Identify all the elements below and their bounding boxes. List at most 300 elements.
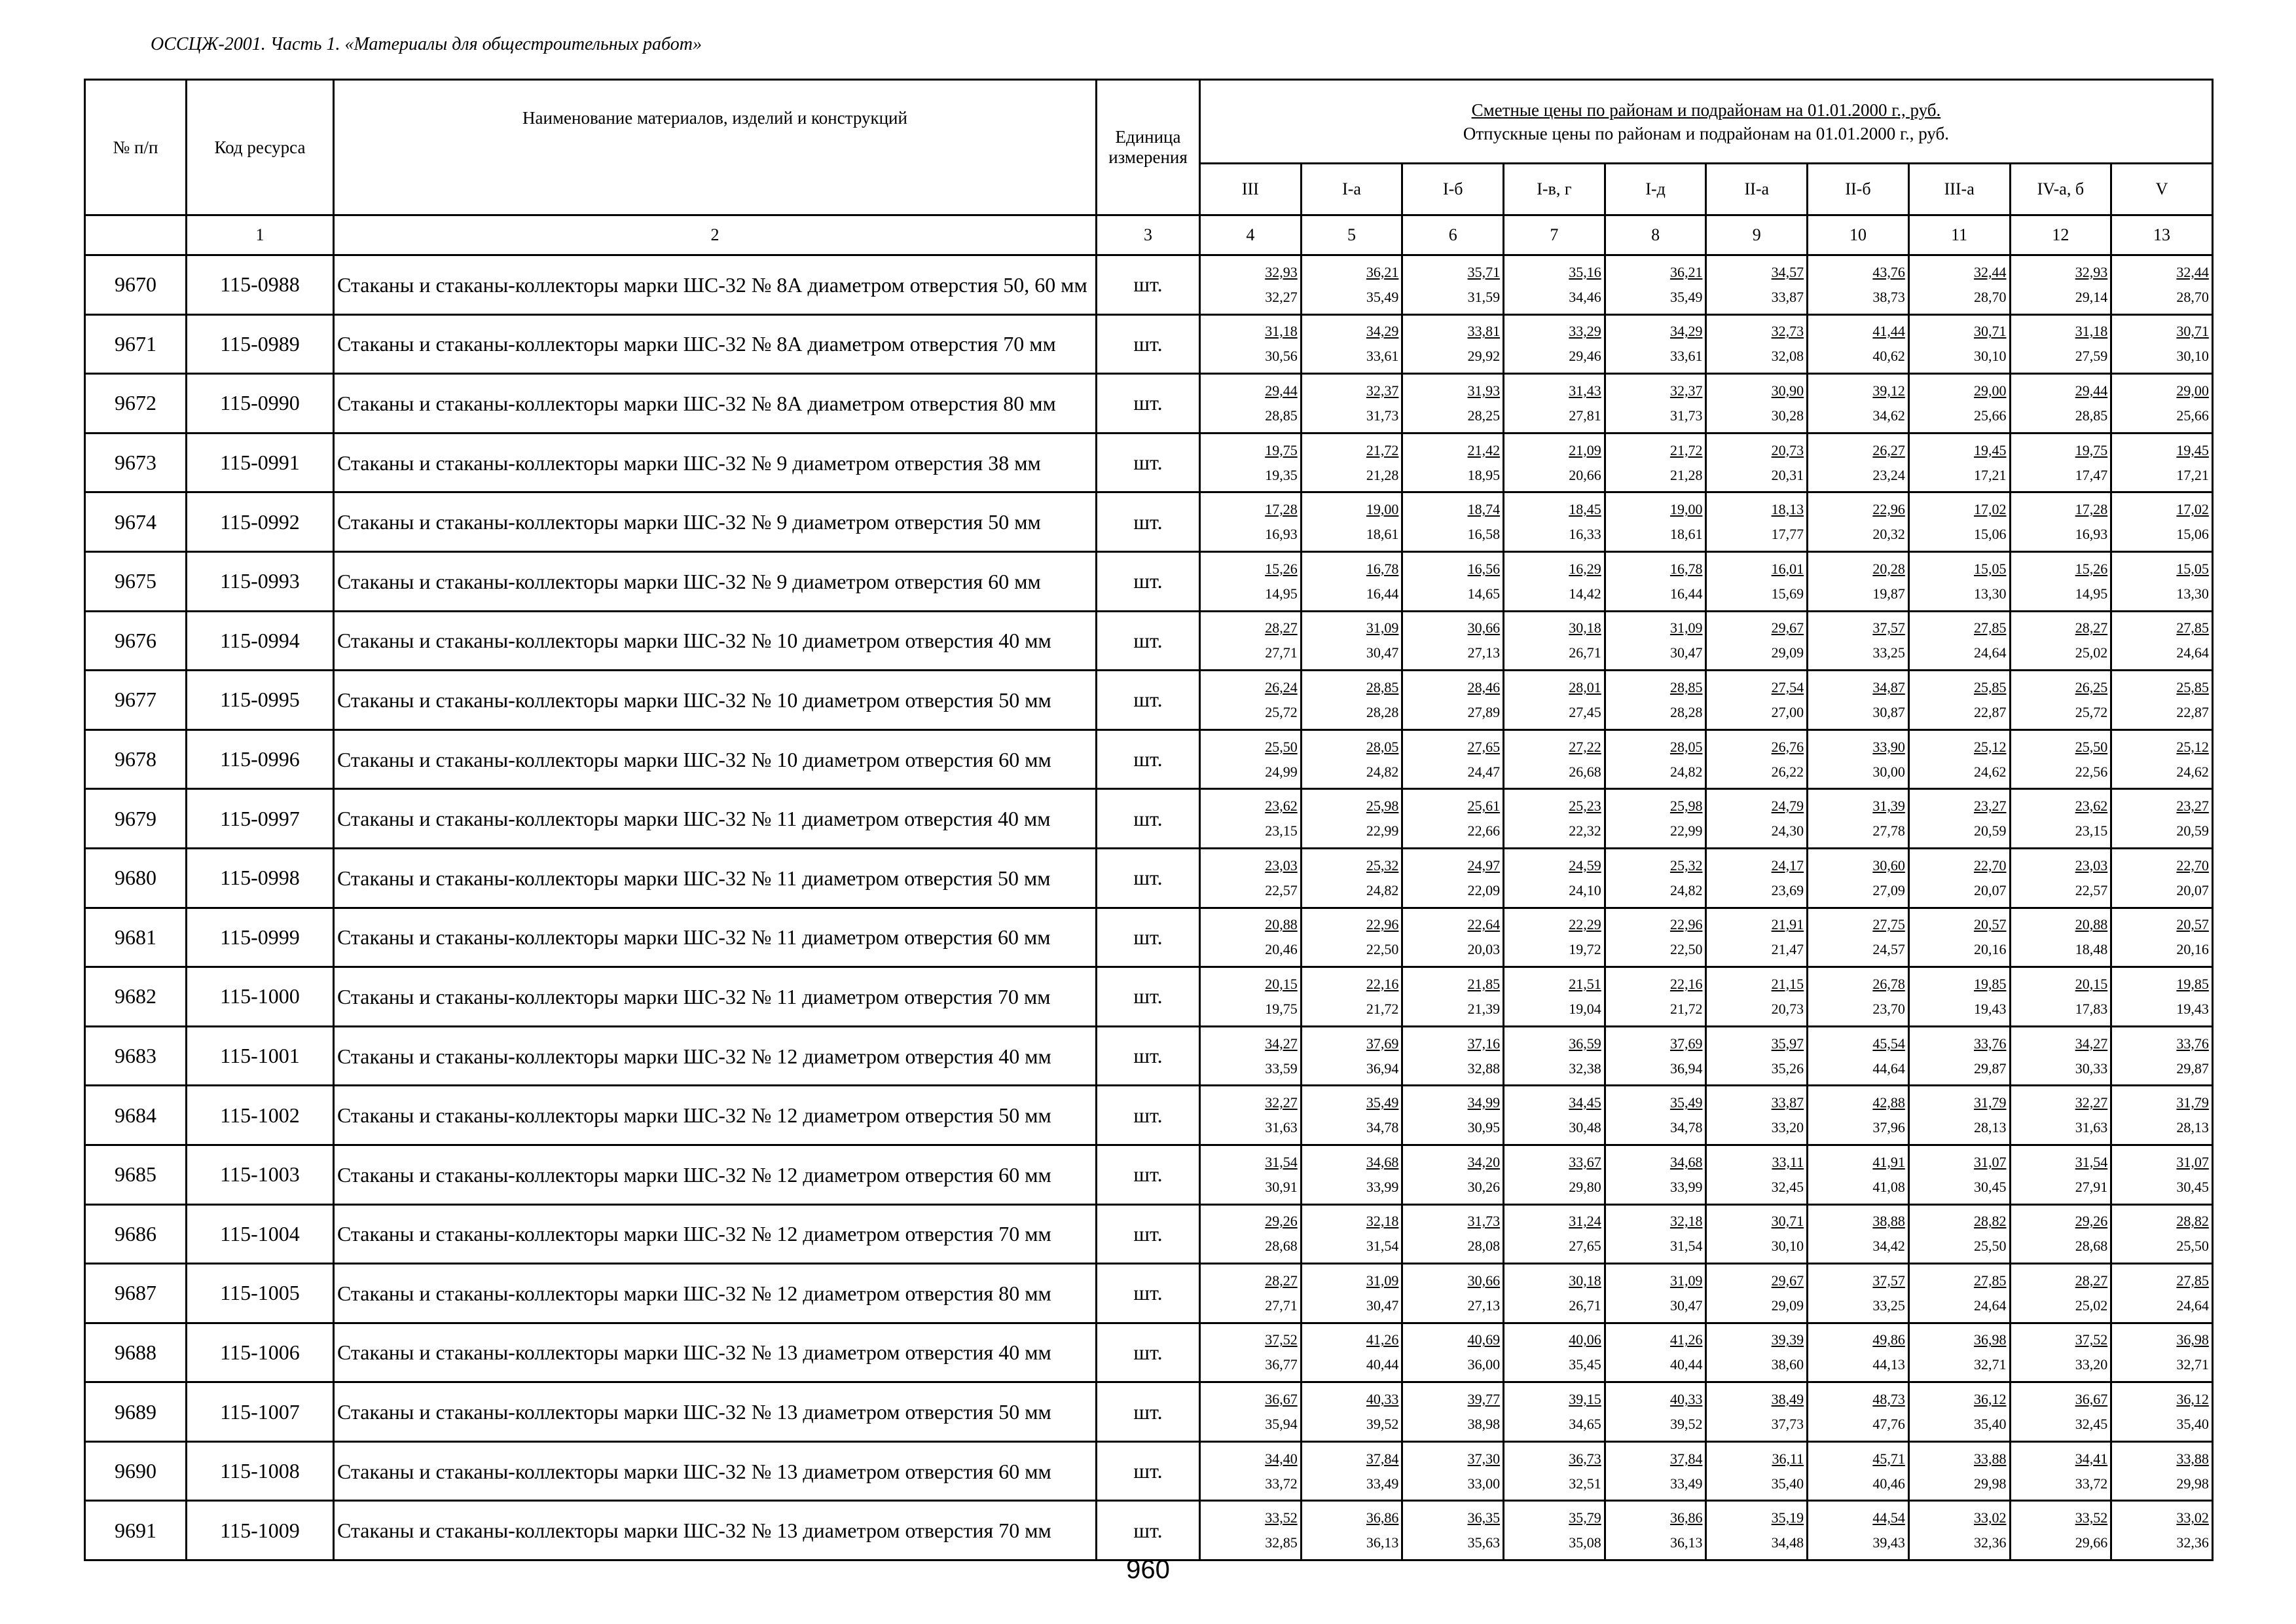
estimate-price: 34,27	[2075, 1035, 2108, 1052]
release-price: 24,99	[1265, 763, 1298, 780]
price-cell	[1808, 1204, 1909, 1264]
release-price: 35,49	[1366, 288, 1399, 305]
column-number: 11	[1908, 215, 2010, 255]
price-cell	[1504, 374, 1605, 434]
price-cell	[1808, 1441, 1909, 1501]
price-cell	[2010, 551, 2111, 611]
release-price: 34,78	[1669, 1119, 1703, 1136]
price-cell	[1301, 1264, 1402, 1323]
price-cell	[1908, 1264, 2010, 1323]
price-cell	[1908, 967, 2010, 1027]
release-price: 22,57	[2075, 881, 2108, 898]
release-price: 27,78	[1872, 822, 1905, 840]
release-price: 36,77	[1265, 1356, 1298, 1373]
price-cell	[1605, 1501, 1706, 1560]
release-price: 35,94	[1265, 1416, 1298, 1433]
estimate-price: 29,00	[2176, 382, 2209, 399]
resource-code: 115-0997	[187, 789, 334, 849]
price-cell	[1301, 1204, 1402, 1264]
estimate-price: 28,85	[1366, 678, 1399, 695]
price-cell	[1706, 908, 1808, 967]
price-cell	[1706, 967, 1808, 1027]
estimate-price: 36,86	[1669, 1509, 1703, 1526]
price-cell	[2010, 314, 2111, 374]
column-number: 2	[334, 215, 1097, 255]
estimate-price: 43,76	[1872, 263, 1905, 280]
price-cell	[1908, 1441, 2010, 1501]
estimate-price: 29,26	[1265, 1213, 1298, 1230]
column-number: 1	[187, 215, 334, 255]
release-price: 27,65	[1569, 1238, 1601, 1255]
table-row	[85, 492, 2213, 552]
release-price: 30,45	[2176, 1178, 2209, 1195]
estimate-price: 34,41	[2075, 1450, 2108, 1467]
release-price: 28,25	[1467, 407, 1501, 424]
release-price: 31,63	[2075, 1119, 2108, 1136]
release-price: 37,96	[1872, 1119, 1905, 1136]
estimate-price: 39,15	[1569, 1391, 1601, 1408]
estimate-price: 23,27	[1974, 798, 2007, 815]
release-price: 27,71	[1265, 1297, 1298, 1314]
price-cell	[1706, 1501, 1808, 1560]
price-cell	[1504, 908, 1605, 967]
price-cell	[1706, 374, 1808, 434]
estimate-price: 36,59	[1569, 1035, 1601, 1052]
estimate-price: 17,28	[2075, 501, 2108, 518]
price-cell	[1908, 729, 2010, 789]
price-cell	[1908, 1323, 2010, 1382]
release-price: 30,47	[1366, 1297, 1399, 1314]
estimate-price: 21,72	[1366, 441, 1399, 458]
price-cell	[1301, 433, 1402, 492]
price-cell	[1808, 1382, 1909, 1442]
estimate-price: 37,69	[1366, 1035, 1399, 1052]
estimate-price: 21,91	[1771, 916, 1804, 933]
estimate-price: 19,00	[1669, 501, 1703, 518]
estimate-price: 33,67	[1569, 1153, 1601, 1170]
estimate-price: 22,96	[1366, 916, 1399, 933]
price-cell	[1200, 1441, 1302, 1501]
price-cell	[2010, 433, 2111, 492]
region-header: II-б	[1808, 164, 1909, 215]
release-price: 32,71	[1974, 1356, 2007, 1373]
estimate-price: 32,18	[1366, 1213, 1399, 1230]
estimate-price: 33,52	[1265, 1509, 1298, 1526]
unit: шт.	[1097, 729, 1200, 789]
price-cell	[1706, 1441, 1808, 1501]
release-price: 33,72	[1265, 1475, 1298, 1492]
release-price: 24,82	[1366, 763, 1399, 780]
unit: шт.	[1097, 611, 1200, 671]
price-cell	[1808, 967, 1909, 1027]
estimate-price: 19,45	[2176, 441, 2209, 458]
estimate-price: 37,69	[1669, 1035, 1703, 1052]
release-price: 29,92	[1467, 348, 1501, 365]
price-cell	[2010, 1323, 2111, 1382]
release-price: 40,44	[1669, 1356, 1703, 1373]
price-cell	[1504, 492, 1605, 552]
estimate-price: 28,05	[1366, 738, 1399, 755]
estimate-price: 25,98	[1366, 798, 1399, 815]
estimate-price: 34,27	[1265, 1035, 1298, 1052]
price-cell	[1200, 789, 1302, 849]
estimate-price: 36,86	[1366, 1509, 1399, 1526]
estimate-price: 30,71	[1771, 1213, 1804, 1230]
price-cell	[2010, 374, 2111, 434]
release-price: 24,30	[1771, 822, 1804, 840]
region-header: V	[2111, 164, 2213, 215]
estimate-price: 21,42	[1467, 441, 1501, 458]
resource-code: 115-1008	[187, 1441, 334, 1501]
price-cell	[1200, 908, 1302, 967]
release-price: 33,72	[2075, 1475, 2108, 1492]
release-price: 33,20	[1771, 1119, 1804, 1136]
price-cell	[1301, 1145, 1402, 1204]
material-name: Стаканы и стаканы-коллекторы марки ШС-32 № 8А диаметром отверстия 70 мм	[334, 314, 1097, 374]
price-cell	[2010, 848, 2111, 908]
header-unit: Единица измерения	[1097, 80, 1200, 215]
resource-code: 115-1001	[187, 1026, 334, 1086]
estimate-price: 20,73	[1771, 441, 1804, 458]
release-price: 28,68	[2075, 1238, 2108, 1255]
table-row	[85, 1086, 2213, 1145]
estimate-price: 25,61	[1467, 798, 1501, 815]
price-cell	[1504, 1441, 1605, 1501]
price-cell	[1808, 671, 1909, 730]
release-price: 19,43	[1974, 1000, 2007, 1017]
price-cell	[1706, 1323, 1808, 1382]
price-cell	[1605, 1264, 1706, 1323]
table-row	[85, 1441, 2213, 1501]
estimate-price: 33,02	[1974, 1509, 2007, 1526]
estimate-price: 33,52	[2075, 1509, 2108, 1526]
estimate-price: 23,62	[1265, 798, 1298, 815]
material-name: Стаканы и стаканы-коллекторы марки ШС-32 № 9 диаметром отверстия 50 мм	[334, 492, 1097, 552]
price-cell	[1200, 729, 1302, 789]
estimate-price: 27,85	[2176, 619, 2209, 637]
header-code: Код ресурса	[187, 80, 334, 215]
release-price: 35,45	[1569, 1356, 1601, 1373]
release-price: 17,21	[1974, 466, 2007, 483]
release-price: 24,64	[2176, 1297, 2209, 1314]
price-cell	[1200, 611, 1302, 671]
price-cell	[1808, 1026, 1909, 1086]
price-cell	[1908, 789, 2010, 849]
price-cell	[1402, 789, 1504, 849]
estimate-price: 35,79	[1569, 1509, 1601, 1526]
estimate-price: 16,29	[1569, 560, 1601, 577]
price-cell	[1301, 729, 1402, 789]
price-cell	[1706, 1382, 1808, 1442]
material-name: Стаканы и стаканы-коллекторы марки ШС-32 № 11 диаметром отверстия 50 мм	[334, 848, 1097, 908]
release-price: 38,60	[1771, 1356, 1804, 1373]
estimate-price: 28,27	[2075, 619, 2108, 637]
release-price: 27,89	[1467, 703, 1501, 720]
unit: шт.	[1097, 1145, 1200, 1204]
estimate-price: 36,98	[2176, 1331, 2209, 1348]
estimate-price: 34,68	[1366, 1153, 1399, 1170]
release-price: 30,47	[1669, 1297, 1703, 1314]
price-cell	[2111, 551, 2213, 611]
estimate-price: 22,29	[1569, 916, 1601, 933]
estimate-price: 33,81	[1467, 323, 1501, 340]
table-row	[85, 1501, 2213, 1560]
estimate-price: 25,50	[2075, 738, 2108, 755]
release-price: 27,91	[2075, 1178, 2108, 1195]
price-cell	[1908, 551, 2010, 611]
price-cell	[1504, 611, 1605, 671]
estimate-price: 36,21	[1366, 263, 1399, 280]
estimate-price: 42,88	[1872, 1094, 1905, 1111]
estimate-price: 27,85	[1974, 1272, 2007, 1289]
release-price: 20,31	[1771, 466, 1804, 483]
row-number: 9685	[85, 1145, 187, 1204]
estimate-price: 37,30	[1467, 1450, 1501, 1467]
release-price: 22,32	[1569, 822, 1601, 840]
estimate-price: 32,44	[1974, 263, 2007, 280]
release-price: 36,00	[1467, 1356, 1501, 1373]
release-price: 20,07	[2176, 881, 2209, 898]
release-price: 29,09	[1771, 644, 1804, 661]
row-number: 9676	[85, 611, 187, 671]
estimate-price: 34,20	[1467, 1153, 1501, 1170]
price-cell	[1908, 1501, 2010, 1560]
release-price: 26,71	[1569, 1297, 1601, 1314]
release-price: 28,85	[1265, 407, 1298, 424]
release-price: 35,40	[1974, 1416, 2007, 1433]
table-row	[85, 255, 2213, 315]
release-price: 30,91	[1265, 1178, 1298, 1195]
price-cell	[1402, 1086, 1504, 1145]
estimate-price: 45,71	[1872, 1450, 1905, 1467]
header-pp: № п/п	[85, 80, 187, 215]
unit: шт.	[1097, 1382, 1200, 1442]
price-cell	[2111, 433, 2213, 492]
estimate-price: 35,49	[1366, 1094, 1399, 1111]
estimate-price: 15,26	[2075, 560, 2108, 577]
release-price: 22,56	[2075, 763, 2108, 780]
release-price: 44,64	[1872, 1060, 1905, 1077]
table-row	[85, 908, 2213, 967]
column-number: 3	[1097, 215, 1200, 255]
document-header: ОССЦЖ-2001. Часть 1. «Материалы для общестроительных работ»	[151, 34, 702, 54]
price-title-release: Отпускные цены по районам и подрайонам на 01.01.2000 г., руб.	[1463, 123, 1950, 143]
release-price: 25,66	[1974, 407, 2007, 424]
release-price: 27,00	[1771, 703, 1804, 720]
release-price: 32,45	[2075, 1416, 2108, 1433]
release-price: 14,95	[2075, 585, 2108, 602]
estimate-price: 15,26	[1265, 560, 1298, 577]
price-cell	[1908, 255, 2010, 315]
release-price: 33,61	[1366, 348, 1399, 365]
release-price: 15,06	[2176, 526, 2209, 543]
region-header: I-а	[1301, 164, 1402, 215]
estimate-price: 34,45	[1569, 1094, 1601, 1111]
estimate-price: 19,75	[1265, 441, 1298, 458]
estimate-price: 30,71	[1974, 323, 2007, 340]
estimate-price: 33,88	[1974, 1450, 2007, 1467]
estimate-price: 36,35	[1467, 1509, 1501, 1526]
unit: шт.	[1097, 1086, 1200, 1145]
row-number: 9684	[85, 1086, 187, 1145]
region-header: I-в, г	[1504, 164, 1605, 215]
estimate-price: 24,79	[1771, 798, 1804, 815]
release-price: 22,50	[1366, 941, 1399, 958]
resource-code: 115-0991	[187, 433, 334, 492]
price-cell	[1200, 1264, 1302, 1323]
price-cell	[1706, 1264, 1808, 1323]
release-price: 40,44	[1366, 1356, 1399, 1373]
material-name: Стаканы и стаканы-коллекторы марки ШС-32 № 13 диаметром отверстия 50 мм	[334, 1382, 1097, 1442]
resource-code: 115-1009	[187, 1501, 334, 1560]
row-number: 9688	[85, 1323, 187, 1382]
estimate-price: 19,85	[1974, 975, 2007, 992]
estimate-price: 37,52	[1265, 1331, 1298, 1348]
release-price: 31,73	[1366, 407, 1399, 424]
price-cell	[1706, 1026, 1808, 1086]
unit: шт.	[1097, 1026, 1200, 1086]
table-body	[85, 255, 2213, 1560]
estimate-price: 28,82	[2176, 1213, 2209, 1230]
row-number: 9670	[85, 255, 187, 315]
release-price: 24,64	[1974, 644, 2007, 661]
price-cell	[1605, 848, 1706, 908]
release-price: 32,27	[1265, 288, 1298, 305]
release-price: 31,59	[1467, 288, 1501, 305]
estimate-price: 41,26	[1669, 1331, 1703, 1348]
row-number: 9686	[85, 1204, 187, 1264]
price-cell	[1706, 551, 1808, 611]
price-cell	[1301, 1501, 1402, 1560]
release-price: 34,46	[1569, 288, 1601, 305]
estimate-price: 30,60	[1872, 857, 1905, 874]
estimate-price: 30,90	[1771, 382, 1804, 399]
estimate-price: 36,21	[1669, 263, 1703, 280]
price-cell	[1301, 1026, 1402, 1086]
row-number: 9687	[85, 1264, 187, 1323]
resource-code: 115-0993	[187, 551, 334, 611]
material-name: Стаканы и стаканы-коллекторы марки ШС-32 № 13 диаметром отверстия 40 мм	[334, 1323, 1097, 1382]
price-cell	[1200, 1204, 1302, 1264]
price-cell	[1605, 908, 1706, 967]
release-price: 19,72	[1569, 941, 1601, 958]
release-price: 39,52	[1366, 1416, 1399, 1433]
price-cell	[1402, 1264, 1504, 1323]
material-name: Стаканы и стаканы-коллекторы марки ШС-32 № 12 диаметром отверстия 40 мм	[334, 1026, 1097, 1086]
release-price: 20,16	[2176, 941, 2209, 958]
region-header: I-б	[1402, 164, 1504, 215]
release-price: 19,87	[1872, 585, 1905, 602]
resource-code: 115-0989	[187, 314, 334, 374]
price-cell	[1504, 789, 1605, 849]
estimate-price: 34,99	[1467, 1094, 1501, 1111]
price-cell	[1808, 314, 1909, 374]
table-row	[85, 789, 2213, 849]
estimate-price: 23,03	[1265, 857, 1298, 874]
release-price: 35,63	[1467, 1534, 1501, 1551]
release-price: 25,50	[1974, 1238, 2007, 1255]
release-price: 20,16	[1974, 941, 2007, 958]
estimate-price: 20,57	[1974, 916, 2007, 933]
price-cell	[1301, 908, 1402, 967]
material-name: Стаканы и стаканы-коллекторы марки ШС-32 № 12 диаметром отверстия 50 мм	[334, 1086, 1097, 1145]
estimate-price: 19,45	[1974, 441, 2007, 458]
price-cell	[1301, 848, 1402, 908]
estimate-price: 28,82	[1974, 1213, 2007, 1230]
release-price: 16,44	[1366, 585, 1399, 602]
price-cell	[1808, 433, 1909, 492]
price-cell	[1808, 611, 1909, 671]
estimate-price: 24,59	[1569, 857, 1601, 874]
price-cell	[2111, 492, 2213, 552]
release-price: 18,61	[1366, 526, 1399, 543]
price-cell	[1301, 789, 1402, 849]
region-header: I-д	[1605, 164, 1706, 215]
price-cell	[1808, 255, 1909, 315]
release-price: 20,66	[1569, 466, 1601, 483]
estimate-price: 25,85	[2176, 678, 2209, 695]
release-price: 28,85	[2075, 407, 2108, 424]
estimate-price: 40,33	[1366, 1391, 1399, 1408]
price-cell	[1605, 551, 1706, 611]
release-price: 30,47	[1669, 644, 1703, 661]
price-cell	[1200, 1501, 1302, 1560]
unit: шт.	[1097, 908, 1200, 967]
price-cell	[1402, 1441, 1504, 1501]
price-cell	[2111, 1026, 2213, 1086]
estimate-price: 30,71	[2176, 323, 2209, 340]
release-price: 24,64	[1974, 1297, 2007, 1314]
release-price: 21,72	[1366, 1000, 1399, 1017]
estimate-price: 39,12	[1872, 382, 1905, 399]
estimate-price: 37,57	[1872, 1272, 1905, 1289]
price-cell	[1808, 374, 1909, 434]
column-number: 10	[1808, 215, 1909, 255]
price-cell	[1605, 967, 1706, 1027]
estimate-price: 31,09	[1366, 619, 1399, 637]
table-row	[85, 1026, 2213, 1086]
release-price: 19,75	[1265, 1000, 1298, 1017]
estimate-price: 40,06	[1569, 1331, 1601, 1348]
release-price: 38,98	[1467, 1416, 1501, 1433]
release-price: 20,59	[1974, 822, 2007, 840]
unit: шт.	[1097, 255, 1200, 315]
release-price: 27,59	[2075, 348, 2108, 365]
price-cell	[2010, 967, 2111, 1027]
price-cell	[2111, 314, 2213, 374]
release-price: 24,62	[2176, 763, 2209, 780]
row-number: 9672	[85, 374, 187, 434]
row-number: 9673	[85, 433, 187, 492]
price-cell	[1605, 492, 1706, 552]
release-price: 32,51	[1569, 1475, 1601, 1492]
estimate-price: 35,71	[1467, 263, 1501, 280]
price-cell	[2010, 671, 2111, 730]
price-cell	[2010, 1441, 2111, 1501]
price-cell	[1402, 908, 1504, 967]
release-price: 33,59	[1265, 1060, 1298, 1077]
price-cell	[2010, 729, 2111, 789]
estimate-price: 27,22	[1569, 738, 1601, 755]
price-cell	[2010, 492, 2111, 552]
release-price: 27,13	[1467, 1297, 1501, 1314]
price-cell	[1605, 374, 1706, 434]
price-cell	[1908, 611, 2010, 671]
price-cell	[1200, 1026, 1302, 1086]
unit: шт.	[1097, 374, 1200, 434]
release-price: 20,46	[1265, 941, 1298, 958]
estimate-price: 26,76	[1771, 738, 1804, 755]
